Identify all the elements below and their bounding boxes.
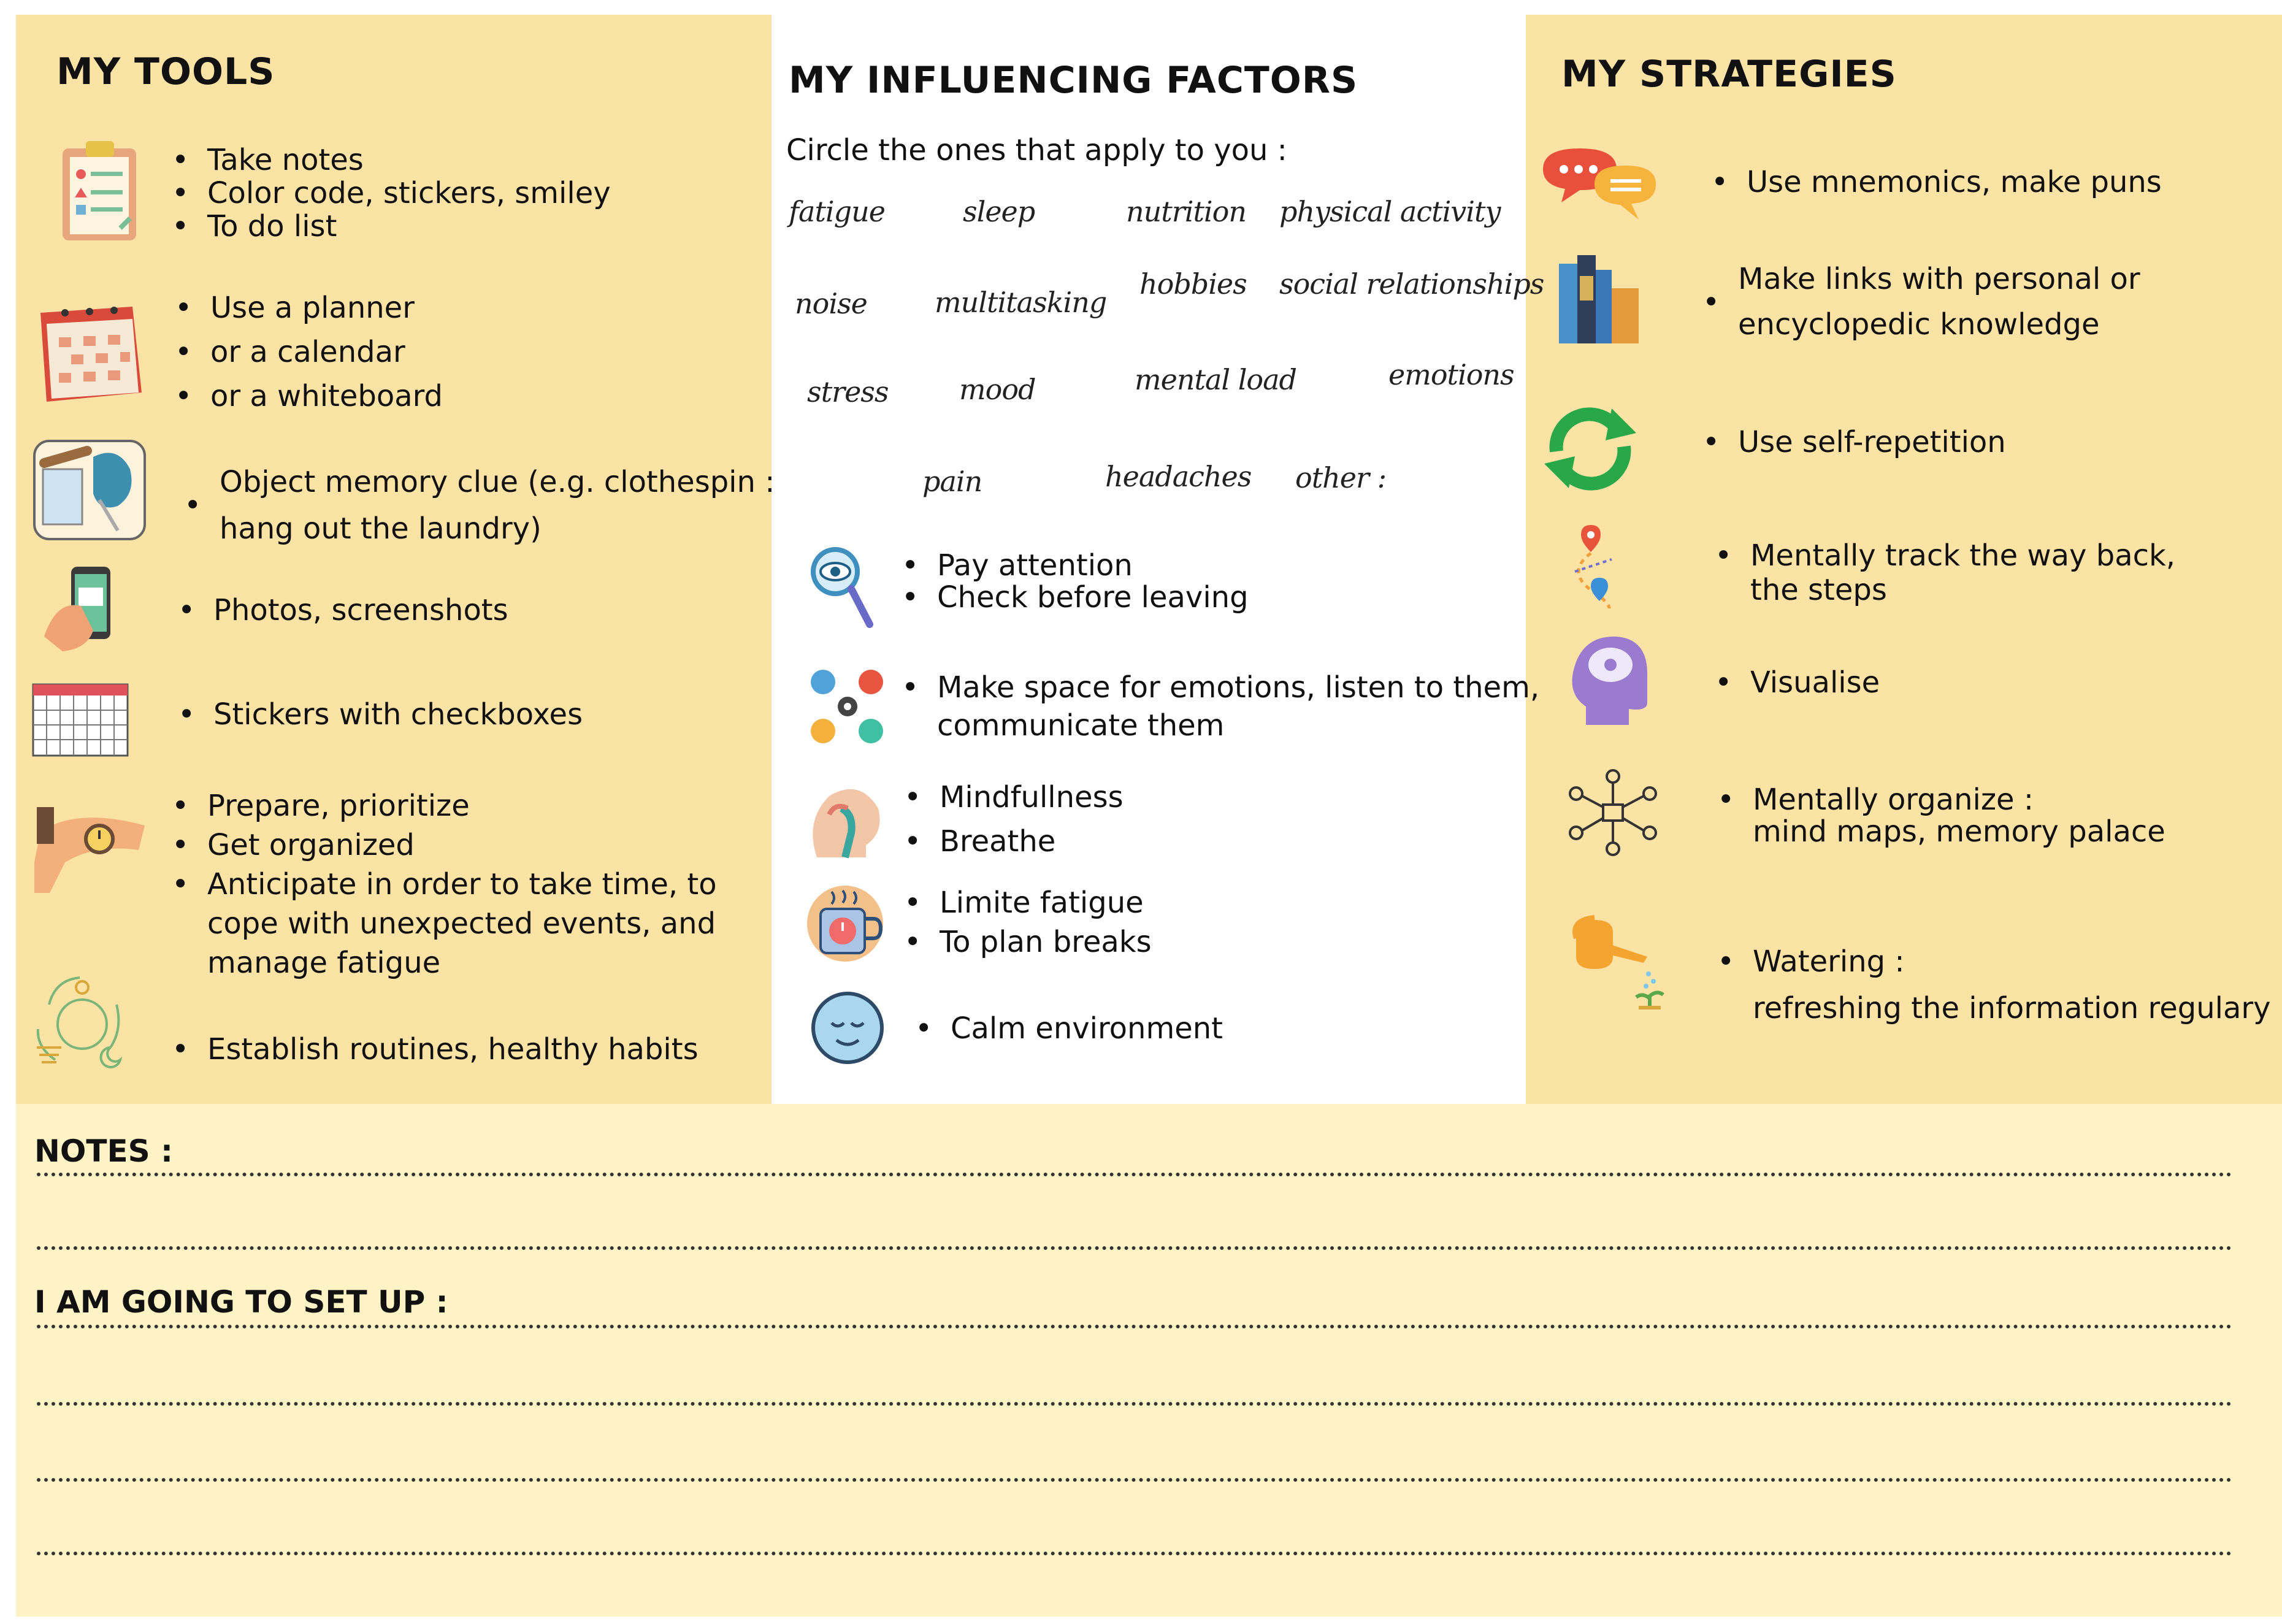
setup-line[interactable]: [37, 1325, 2232, 1328]
item-line: refreshing the information regulary: [1753, 991, 2271, 1025]
tools-item-4: • Photos, screenshots: [178, 591, 508, 629]
factor-word[interactable]: emotions: [1388, 358, 1514, 391]
item-line: manage fatigue: [207, 946, 441, 980]
item-line: Check before leaving: [937, 580, 1249, 615]
item-line: Photos, screenshots: [213, 593, 508, 627]
item-line: Watering :: [1753, 944, 1905, 979]
brain-head-icon: [1568, 634, 1647, 726]
tools-item-7: • Establish routines, healthy habits: [172, 1030, 699, 1068]
watering-can-icon: [1570, 914, 1668, 1012]
factor-word[interactable]: fatigue: [789, 195, 885, 228]
item-line: the steps: [1750, 573, 1887, 607]
strategies-item-4: • Mentally track the way back, the steps: [1715, 538, 2176, 607]
item-line: Object memory clue (e.g. clothespin :: [220, 465, 775, 499]
day-cycle-icon: [31, 974, 135, 1072]
notes-line[interactable]: [37, 1246, 2232, 1250]
item-line: Make links with personal or: [1738, 262, 2140, 296]
setup-line[interactable]: [37, 1478, 2232, 1482]
strategies-item-1: • Use mnemonics, make puns: [1711, 163, 2162, 201]
tools-item-2: • Use a planner • or a calendar • or a whiteboard: [175, 286, 443, 418]
tools-item-3: • Object memory clue (e.g. clothespin : hang out the laundry): [184, 459, 775, 552]
factor-word[interactable]: hobbies: [1139, 267, 1247, 301]
strategies-item-2: • Make links with personal or encyclopedic knowledge: [1702, 256, 2140, 347]
factor-word[interactable]: stress: [807, 375, 889, 408]
strategies-item-3: • Use self-repetition: [1702, 423, 2006, 461]
notes-label: NOTES :: [34, 1133, 174, 1169]
factors-item-2: • Make space for emotions, listen to them, communicate them: [902, 668, 1539, 745]
magnifier-eye-icon: [808, 545, 876, 630]
factor-word[interactable]: mental load: [1135, 363, 1296, 396]
clock-mug-icon: [805, 879, 890, 965]
factor-word[interactable]: nutrition: [1126, 195, 1246, 228]
checkbox-grid-icon: [32, 683, 130, 758]
item-line: Pay attention: [937, 548, 1133, 583]
strategies-item-5: • Visualise: [1715, 664, 1880, 702]
item-line: cope with unexpected events, and: [207, 906, 716, 941]
item-line: hang out the laundry): [220, 511, 542, 546]
item-line: Color code, stickers, smiley: [207, 176, 611, 210]
factor-word[interactable]: multitasking: [935, 286, 1107, 319]
books-icon: [1555, 251, 1641, 350]
item-line: Limite fatigue: [940, 886, 1144, 920]
factor-word[interactable]: sleep: [963, 195, 1035, 228]
item-line: or a calendar: [210, 335, 405, 369]
factors-item-4: • Limite fatigue • To plan breaks: [904, 883, 1152, 962]
item-line: Stickers with checkboxes: [213, 697, 583, 732]
item-line: or a whiteboard: [210, 379, 443, 413]
item-line: communicate them: [937, 708, 1225, 743]
item-line: Mindfullness: [940, 780, 1124, 814]
factor-word[interactable]: pain: [922, 465, 982, 498]
factor-word[interactable]: headaches: [1105, 460, 1252, 493]
repeat-arrows-icon: [1538, 402, 1642, 494]
item-line: Use mnemonics, make puns: [1747, 165, 2162, 199]
item-line: To plan breaks: [940, 925, 1152, 959]
item-line: Anticipate in order to take time, to: [207, 867, 717, 902]
strategies-item-7: • Watering : refreshing the information regulary: [1717, 938, 2271, 1032]
factor-word[interactable]: other :: [1295, 461, 1387, 494]
item-line: Use a planner: [210, 291, 415, 325]
item-line: Make space for emotions, listen to them,: [937, 670, 1540, 705]
item-line: Prepare, prioritize: [207, 789, 470, 823]
strategies-item-6: • Mentally organize : mind maps, memory palace: [1717, 783, 2165, 849]
item-line: Breathe: [940, 824, 1056, 859]
factor-word[interactable]: mood: [959, 373, 1036, 406]
tools-title: MY TOOLS: [56, 50, 275, 93]
notes-line[interactable]: [37, 1173, 2232, 1176]
item-line: Get organized: [207, 828, 415, 862]
item-line: Take notes: [207, 143, 364, 177]
calendar-icon: [28, 301, 151, 405]
item-line: Mentally organize :: [1753, 783, 2034, 817]
emotions-icon: [808, 667, 888, 747]
clothespin-icon: [32, 439, 148, 543]
item-line: Calm environment: [951, 1011, 1223, 1046]
factor-word[interactable]: physical activity: [1279, 195, 1501, 228]
clipboard-icon: [56, 136, 148, 247]
tools-item-5: • Stickers with checkboxes: [178, 695, 583, 733]
factors-item-3: • Mindfullness • Breathe: [904, 775, 1124, 864]
factors-item-5: • Calm environment: [915, 1009, 1223, 1048]
setup-line[interactable]: [37, 1552, 2232, 1555]
factors-item-1: • Pay attention • Check before leaving: [902, 548, 1249, 615]
phone-photo-icon: [40, 563, 120, 655]
calm-face-icon: [810, 990, 886, 1066]
tools-item-1: • Take notes • Color code, stickers, smiley • To do list: [172, 141, 611, 245]
item-line: Use self-repetition: [1738, 425, 2006, 459]
setup-line[interactable]: [37, 1402, 2232, 1406]
item-line: Establish routines, healthy habits: [207, 1032, 699, 1067]
setup-label: I AM GOING TO SET UP :: [34, 1284, 448, 1320]
item-line: Visualise: [1750, 665, 1880, 700]
item-line: mind maps, memory palace: [1753, 814, 2165, 849]
item-line: Mentally track the way back,: [1750, 538, 2176, 573]
path-pins-icon: [1563, 523, 1636, 615]
strategies-title: MY STRATEGIES: [1561, 53, 1897, 96]
factors-title: MY INFLUENCING FACTORS: [789, 59, 1358, 102]
wristwatch-icon: [34, 795, 151, 893]
factor-word[interactable]: social relationships: [1279, 267, 1544, 301]
tools-item-6: • Prepare, prioritize • Get organized • Anticipate in order to take time, to cope with unexpected events, and manage fatigue: [172, 786, 717, 982]
notes-panel: [16, 1104, 2282, 1617]
item-line: encyclopedic knowledge: [1738, 307, 2100, 342]
factors-instruction: Circle the ones that apply to you :: [786, 133, 1287, 167]
mind-map-icon: [1568, 769, 1658, 856]
breathing-head-icon: [798, 778, 884, 864]
item-line: To do list: [207, 209, 337, 243]
speech-bubbles-icon: [1538, 145, 1658, 224]
factor-word[interactable]: noise: [795, 287, 867, 320]
